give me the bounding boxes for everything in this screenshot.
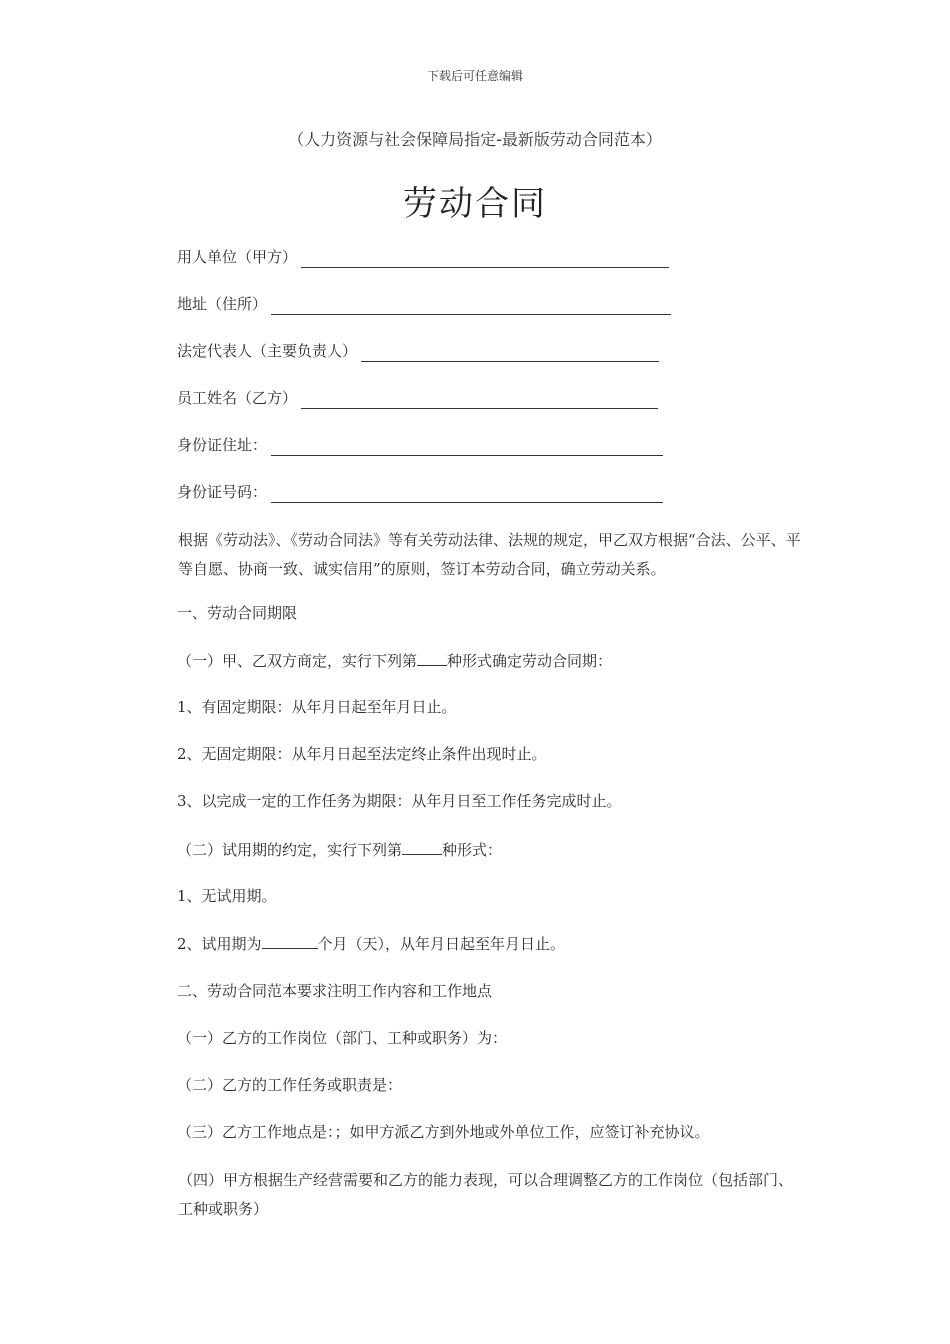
section-1-heading: 一、劳动合同期限 [177,604,298,622]
clause-1-2-option-1: 1、无试用期。 [177,887,277,905]
fill-in-line[interactable] [301,249,669,268]
clause-2-3: （三）乙方工作地点是：；如甲方派乙方到外地或外单位工作，应签订补充协议。 [177,1123,710,1141]
field-employer [177,246,669,268]
fill-in-line[interactable] [361,343,659,362]
clause-1-1-option-3: 3、以完成一定的工作任务为期限：从年月日至工作任务完成时止。 [177,792,622,810]
clause-text: 个月（天），从年月日起至年月日止。 [317,935,566,953]
clause-2-2: （二）乙方的工作任务或职责是： [177,1076,403,1094]
fill-in-blank[interactable] [262,932,318,949]
fill-in-blank[interactable] [417,649,447,666]
contract-title: 劳动合同 [403,184,547,224]
field-label: 员工姓名（乙方） [177,389,298,407]
clause-text: 种形式确定劳动合同期： [447,652,613,670]
field-label: 用人单位（甲方） [177,248,298,266]
section-2-heading: 二、劳动合同范本要求注明工作内容和工作地点 [177,982,493,1000]
clause-text: （二）试用期的约定，实行下列第 [177,841,403,859]
fill-in-blank[interactable] [402,838,442,855]
clause-text: 种形式： [442,841,503,859]
field-label: 身份证住址： [177,436,268,454]
intro-paragraph [145,526,805,584]
fill-in-line[interactable] [301,390,658,409]
clause-1-1-option-2: 2、无固定期限：从年月日起至法定终止条件出现时止。 [177,745,547,763]
field-address [177,293,671,315]
clause-text: （一）甲、乙双方商定，实行下列第 [177,652,418,670]
field-label: 法定代表人（主要负责人） [177,342,358,360]
contract-subtitle: （人力资源与社会保障局指定-最新版劳动合同范本） [288,130,662,149]
clause-1-1 [177,649,612,672]
clause-1-2-option-2 [177,932,565,955]
clause-2-4 [145,1166,805,1224]
clause-text: （四）甲方根据生产经营需要和乙方的能力表现，可以合理调整乙方的工作岗位（包括部门、工种或职务） [178,1171,794,1218]
fill-in-line[interactable] [271,296,671,315]
field-id-number [177,481,663,503]
field-label: 身份证号码： [177,483,268,501]
fill-in-line[interactable] [271,437,663,456]
clause-1-1-option-1: 1、有固定期限：从年月日起至年月日止。 [177,698,457,716]
header-note: 下载后可任意编辑 [426,69,523,83]
field-employee-name [177,387,658,409]
field-label: 地址（住所） [177,295,268,313]
fill-in-line[interactable] [271,484,663,503]
clause-2-1: （一）乙方的工作岗位（部门、工种或职务）为： [177,1029,508,1047]
clause-text: 2、试用期为 [177,935,262,953]
field-legal-representative [177,340,659,362]
field-id-address [177,434,663,456]
clause-1-2 [177,838,502,861]
intro-text: 根据《劳动法》、《劳动合同法》等有关劳动法律、法规的规定，甲乙双方根据“合法、公平、平等自愿、协商一致、诚实信用”的原则，签订本劳动合同，确立劳动关系。 [178,531,801,578]
